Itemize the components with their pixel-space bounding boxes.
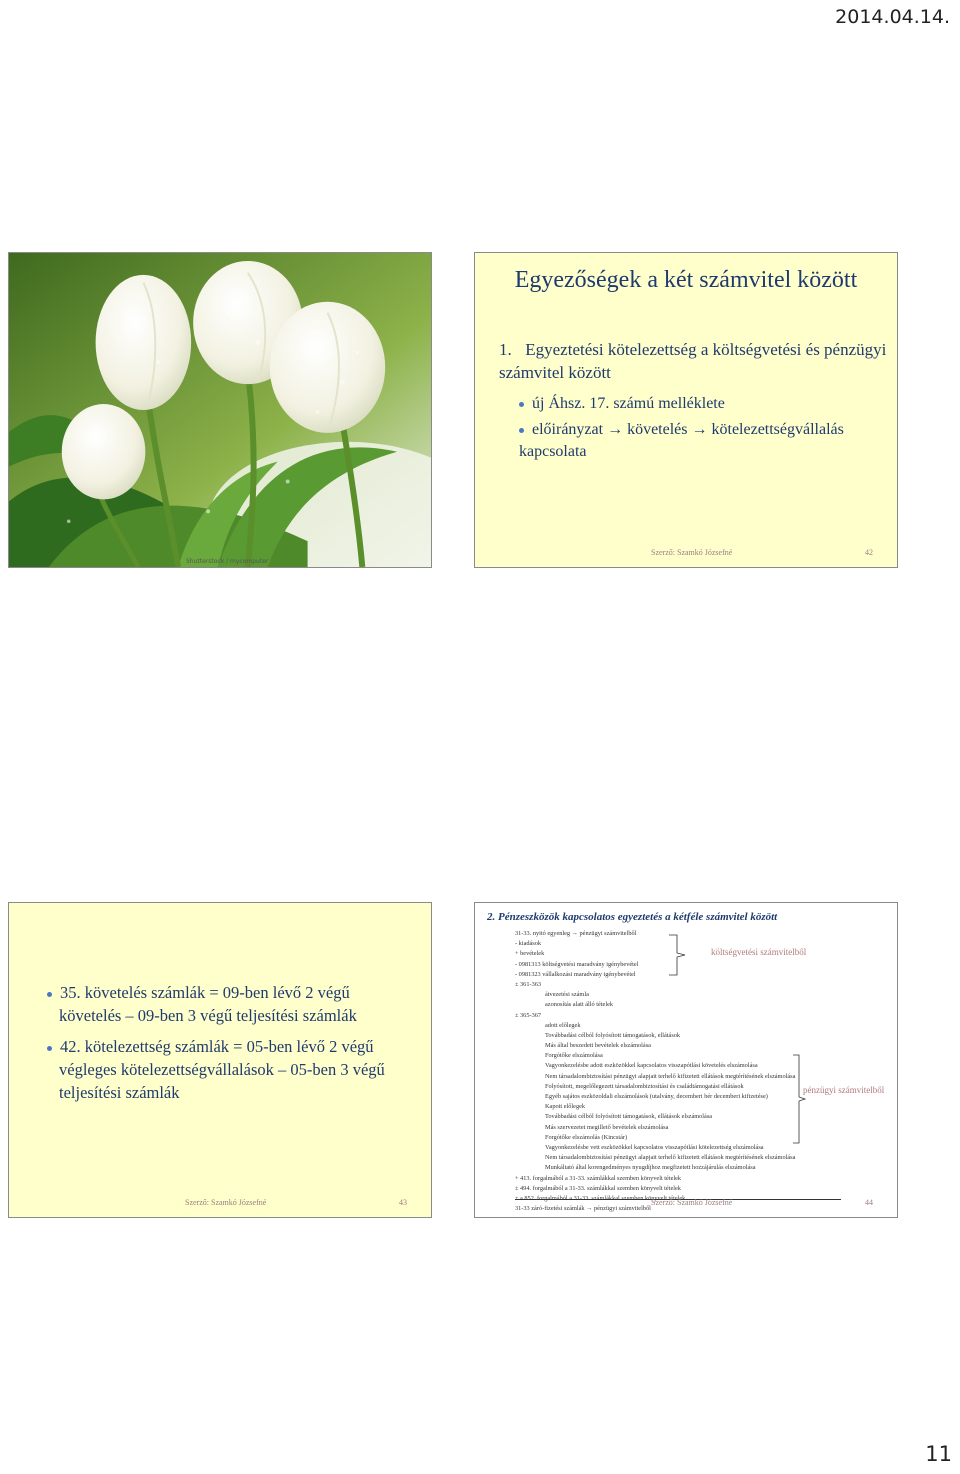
list-item: Kapott előlegek [545,1103,586,1111]
footer-author: Szerző: Szamkó Józsefné [651,1198,733,1207]
list-item: 31-33 záró-fizetési számlák → pénzügyi számvitelből [515,1205,651,1213]
list-item: Nem társadalombiztosítási pénzügyi alapjait terhelő kifizetett ellátások megtérítésének elszámolása [545,1072,796,1080]
list-item: Munkáltató által korengedményes nyugdíjhoz megfizetett hozzájárulás elszámolása [545,1164,756,1172]
slide-title: Egyezőségek a két számvitel között [514,267,858,293]
footer-page: 42 [865,548,873,557]
bullet-dot-icon [47,992,52,997]
list-item: - kiadások [515,940,542,948]
list-item: adott előlegek [545,1021,581,1029]
slide-title: 2. Pénzeszközök kapcsolatos egyeztetés a kétféle számvitel között [487,911,778,923]
page-number: 11 [925,1442,952,1466]
item-number: 1. [499,340,512,359]
slide-43 [8,902,432,1218]
list-item: Folyósított, megelőlegezett társadalombiztosítási és családtámogatási ellátások [545,1082,744,1090]
list-item: 31-33. nyitó egyenleg → pénzügyi számvitelből [515,930,637,937]
list-item: Nem társadalombiztosítási pénzügyi alapjait terhelő kifizetett ellátások megtérítésének elszámolása [545,1154,796,1162]
label-financial-accounting: pénzügyi számvitelből [803,1085,885,1095]
sub-bullet: előirányzat → követelés → kötelezettségvállalás kapcsolata [519,421,844,460]
list-item: Forgótőke elszámolás (Kincstár) [545,1133,628,1141]
footer-page: 44 [865,1198,873,1207]
image-copyright: Shutterstock / mycomputer [186,558,269,565]
footer-author: Szerző: Szamkó Józsefné [651,548,733,557]
list-item: + 413. forgalmából a 31-33. számlákkal szemben könyvelt tételek [515,1174,682,1182]
list-item: Vagyonkezelésbe adott eszközökkel kapcsolatos visszapótlási követelés elszámolása [545,1062,758,1070]
list-item: - 0981323 vállalkozási maradvány igénybevétel [515,970,636,978]
tulip-image [9,253,431,567]
list-item: azonosítás alatt álló tételek [545,1001,614,1009]
list-item: Továbbadási célból folyósított támogatások, ellátások elszámolása [545,1113,713,1121]
sub-bullet: új Áhsz. 17. számú melléklete [519,393,879,415]
list-item: Forgótőke elszámolása [545,1052,603,1060]
bullet-dot-icon [519,428,524,433]
list-item: Vagyonkezelésbe vett eszközökkel kapcsolatos visszapótlási kötelezettség elszámolása [545,1143,764,1151]
label-budget-accounting: költségvetési számvitelből [711,947,807,957]
header-date: 2014.04.14. [835,6,950,28]
slide-42 [474,252,898,568]
list-item: átvezetési számla [545,991,589,999]
list-item: ± 365-367 [515,1011,542,1019]
list-item: ± a 852. forgalmából a 31-33. számlákkal szemben könyvelt tételek [515,1194,686,1202]
list-item: 42. kötelezettség számlák = 05-ben lévő 2 végű végleges kötelezettségvállalások – 05-ben 3 végű teljesítési számlák [59,1035,409,1104]
bullet-dot-icon [47,1046,52,1051]
list-item: + bevételek [515,950,545,958]
bracket-icon [791,1053,807,1145]
list-item: 35. követelés számlák = 09-ben lévő 2 végű követelés – 09-ben 3 végű teljesítési számlák [59,981,409,1027]
list-item: Más által beszedett bevételek elszámolása [545,1042,651,1050]
footer-author: Szerző: Szamkó Józsefné [185,1198,267,1207]
reconciliation-lines [515,929,795,1214]
list-item: ± 494. forgalmából a 31-33. számlákkal szemben könyvelt tételek [515,1184,681,1192]
item-text: Egyeztetési kötelezettség a költségvetési és pénzügyi számvitel között [499,340,887,382]
slide-41-image [8,252,432,568]
slide-44 [474,902,898,1218]
list-item: Továbbadási célból folyósított támogatások, ellátások [545,1031,681,1039]
footer-page: 43 [399,1198,407,1207]
bullet-dot-icon [519,402,524,407]
numbered-item [499,339,889,385]
bracket-icon [667,933,687,977]
list-item: Egyéb sajátos eszközoldali elszámolások (utalvány, decemberi bér decemberi kifizetése) [545,1093,768,1100]
list-item: Más szervezetet megillető bevételek elszámolása [545,1123,669,1131]
list-item: - 0981313 költségvetési maradvány igénybevétel [515,960,639,968]
list-item: ± 361-363 [515,980,542,988]
bullet-list [59,981,409,1112]
